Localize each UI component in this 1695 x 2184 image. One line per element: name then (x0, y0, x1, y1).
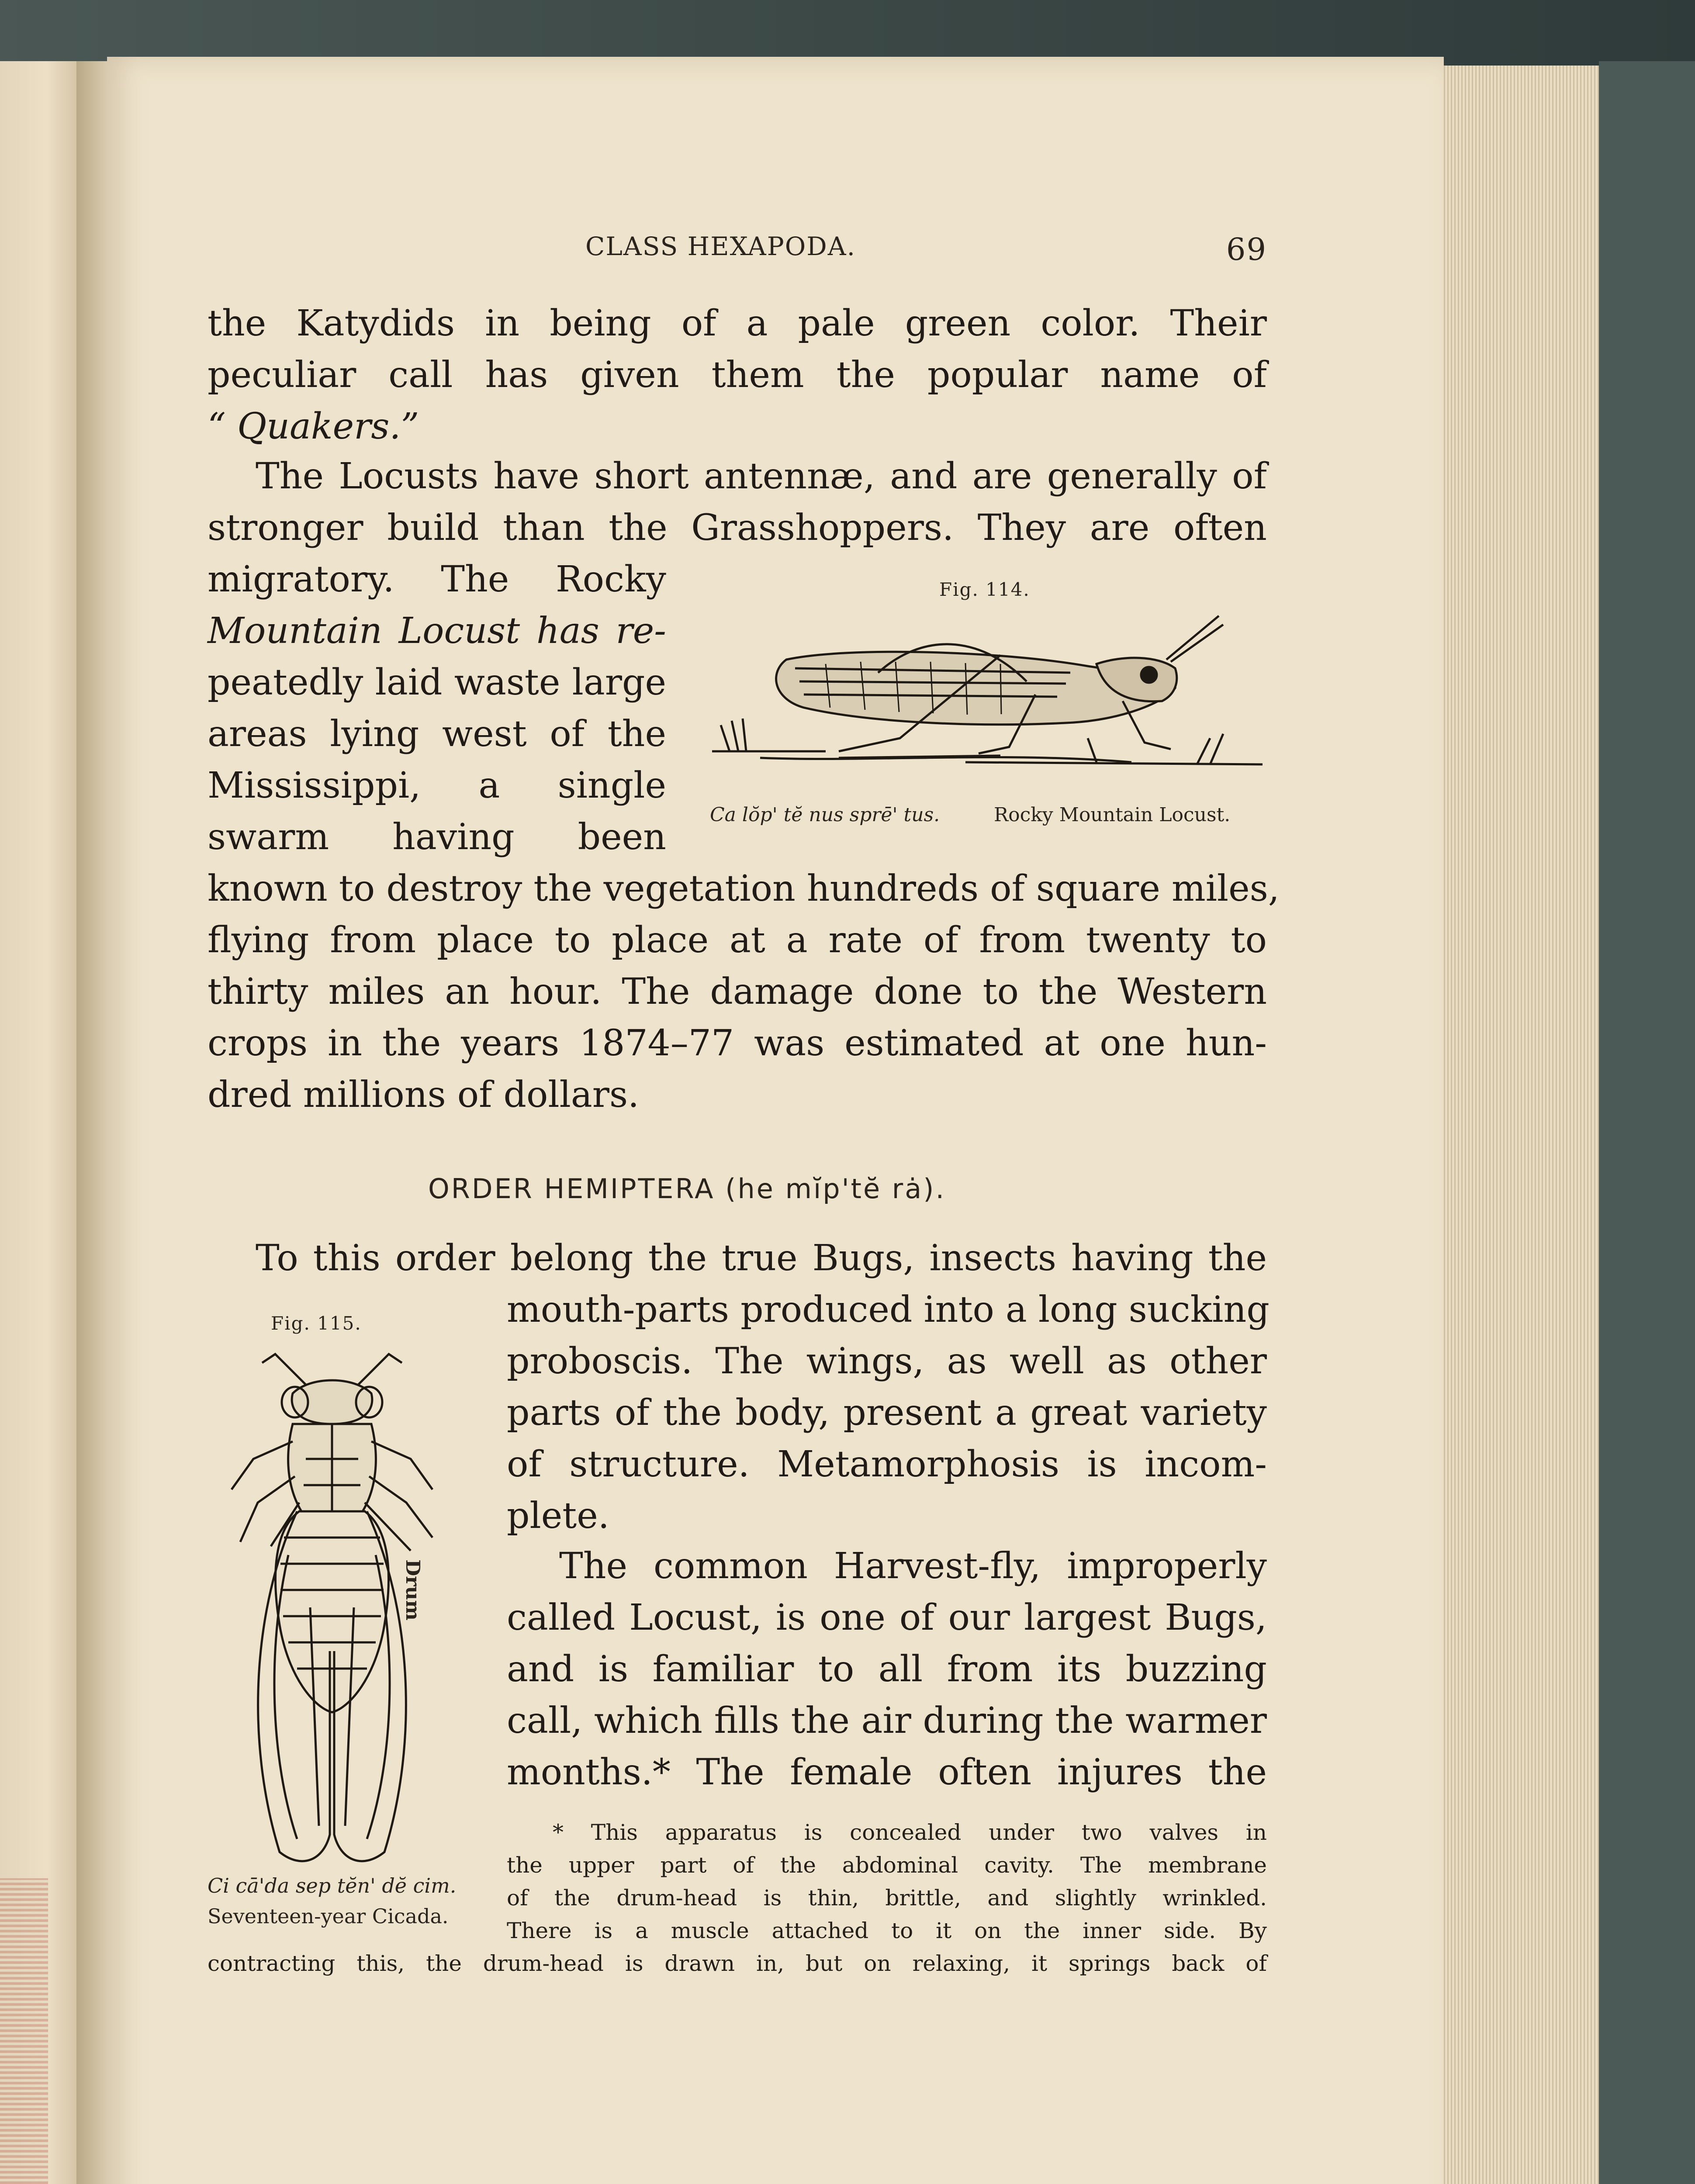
text-line: To this order belong the true Bugs, insects having the (256, 1237, 1267, 1279)
text-line: proboscis. The wings, as well as other (507, 1341, 1267, 1382)
text-line: months.* The female often injures the (507, 1752, 1267, 1793)
text-line: and is familiar to all from its buzzing (507, 1648, 1267, 1690)
text-line: areas lying west of the (208, 713, 666, 755)
text-line: crops in the years 1874–77 was estimated at one hun- (208, 1023, 1267, 1064)
text-line: parts of the body, present a great variety (507, 1392, 1267, 1434)
page-edges (1442, 66, 1599, 2184)
text-line: “ Quakers.” (208, 406, 419, 447)
text-line: peculiar call has given them the popular name of (208, 354, 1267, 396)
text-line: known to destroy the vegetation hundreds of square miles, (208, 868, 1280, 909)
locust-illustration (695, 607, 1271, 795)
text-line: call, which fills the air during the warmer (507, 1700, 1267, 1742)
figure-caption-common: Seventeen-year Cicada. (208, 1904, 449, 1928)
figure-caption-common: Rocky Mountain Locust. (994, 804, 1231, 826)
footnote-line: contracting this, the drum-head is drawn in, but on relaxing, it springs back of (208, 1951, 1267, 1976)
text-line: migratory. The Rocky (208, 559, 666, 600)
book-gutter (76, 61, 107, 2184)
footnote-line: There is a muscle attached to it on the inner side. By (507, 1918, 1267, 1943)
footnote-line: * This apparatus is concealed under two valves in (553, 1820, 1267, 1845)
section-heading: ORDER HEMIPTERA (he mĭp'tĕ rȧ). (428, 1173, 946, 1205)
text-line: of structure. Metamorphosis is incom- (507, 1444, 1267, 1485)
text-line: flying from place to place at a rate of from twenty to (208, 919, 1267, 961)
text-line: The common Harvest-fly, improperly (559, 1545, 1267, 1587)
running-head-title: CLASS HEXAPODA. (585, 232, 856, 261)
text-line: dred millions of dollars. (208, 1074, 640, 1116)
figure-caption-latin: Ca lŏp' tĕ nus sprē' tus. (710, 804, 940, 826)
text-line: swarm having been (208, 816, 666, 858)
text-line: mouth-parts produced into a long sucking (507, 1289, 1270, 1330)
figure-label: Fig. 115. (271, 1313, 362, 1334)
back-cover (1599, 61, 1695, 2184)
text-line: Mountain Locust has re- (208, 610, 666, 652)
footnote-line: the upper part of the abdominal cavity. The membrane (507, 1852, 1267, 1878)
text-line: Mississippi, a single (208, 765, 666, 806)
page-number: 69 (1226, 232, 1267, 267)
text-line: thirty miles an hour. The damage done to the Western (208, 971, 1267, 1013)
left-page-red-edge (0, 1878, 48, 2184)
left-page-edge (0, 61, 79, 2184)
text-line: the Katydids in being of a pale green color. Their (208, 303, 1267, 344)
figure-caption-latin: Ci cā'da sep tĕn' dĕ cim. (208, 1874, 457, 1897)
text-line: called Locust, is one of our largest Bugs, (507, 1597, 1267, 1638)
cicada-illustration (205, 1345, 485, 1878)
text-line: peatedly laid waste large (208, 662, 666, 703)
text-line: The Locusts have short antennæ, and are generally of (256, 456, 1267, 497)
footnote-line: of the drum-head is thin, brittle, and slightly wrinkled. (507, 1885, 1267, 1911)
text-line: plete. (507, 1495, 609, 1537)
running-head (585, 232, 1267, 266)
figure-label: Fig. 114. (939, 579, 1030, 600)
drum-label: Drum (401, 1559, 424, 1621)
text-line: stronger build than the Grasshoppers. They are often (208, 507, 1267, 549)
